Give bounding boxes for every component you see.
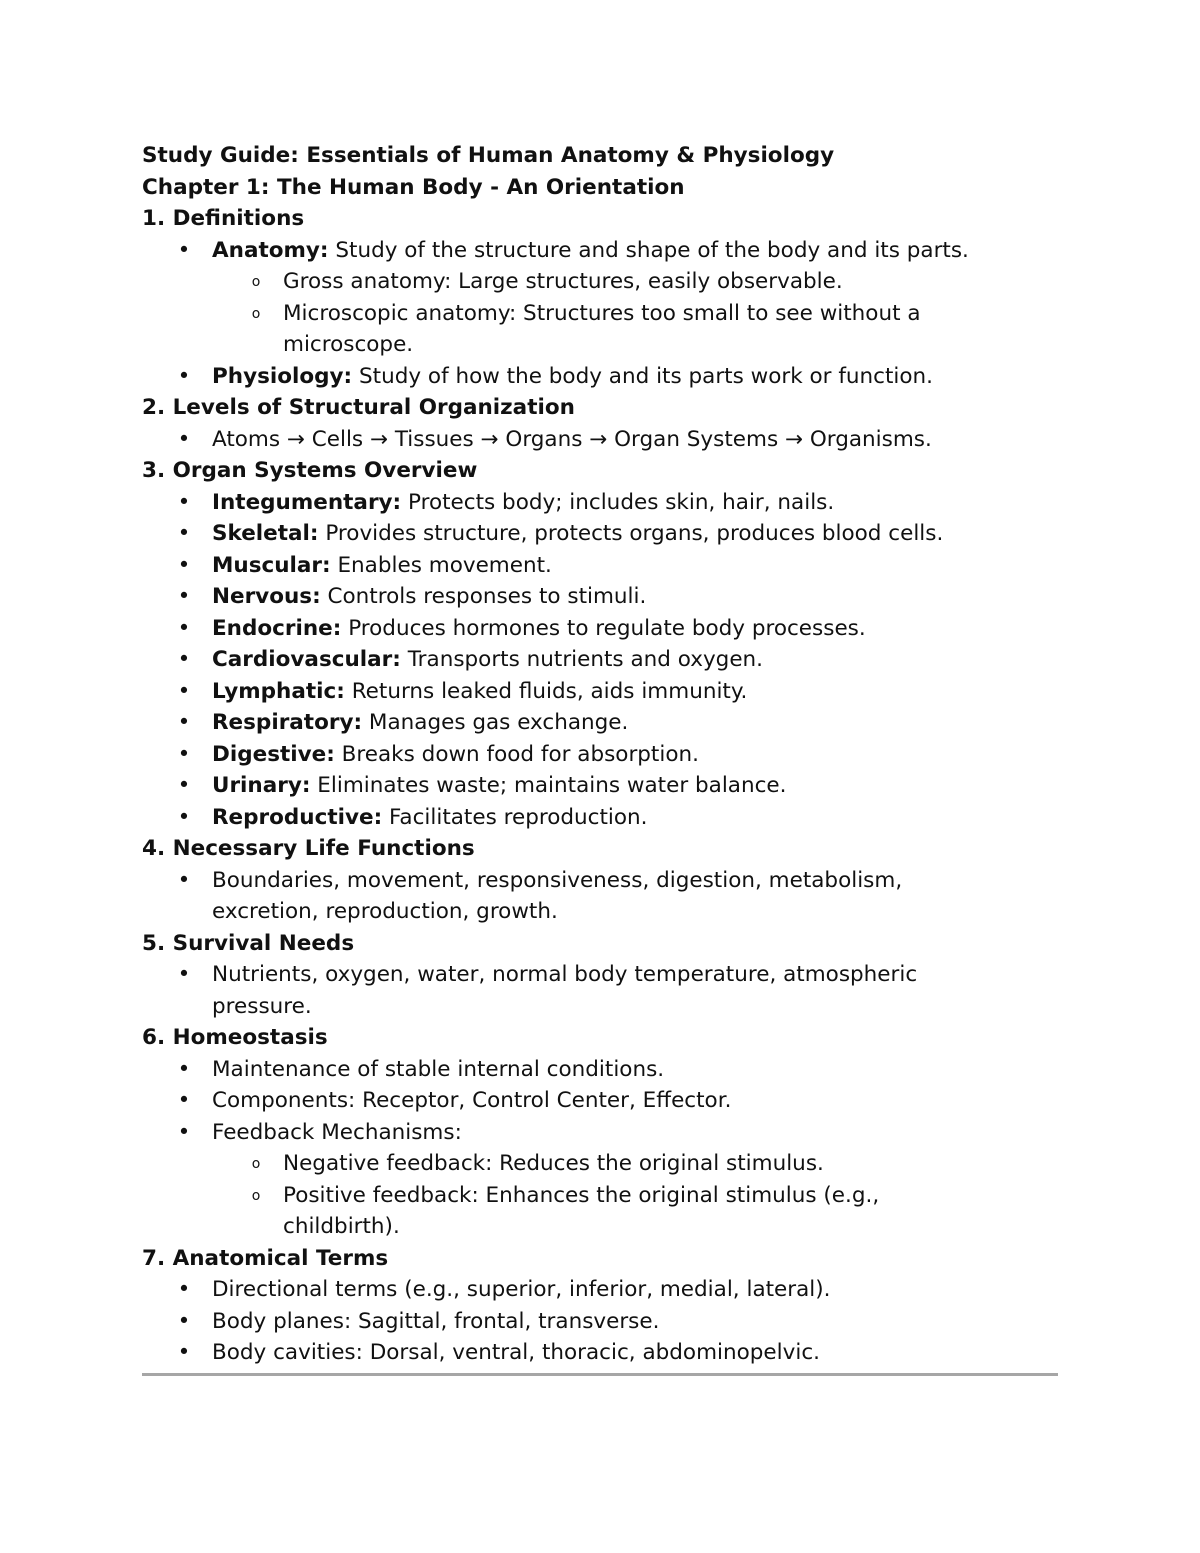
sub-item-text: microscope. [283,332,414,357]
term-description: Enables movement. [330,552,552,578]
bullet-icon: • [177,237,191,263]
term-label: Physiology: [212,363,353,389]
section-heading-anatomical-terms: 7. Anatomical Terms [142,1245,389,1271]
list-item-organ-system [142,487,1060,519]
bullet-icon: • [177,1277,191,1302]
item-text: Feedback Mechanisms: [212,1119,462,1145]
term-description: Breaks down food for absorption. [334,741,699,767]
term-label: Respiratory: [212,710,363,735]
term-label: Integumentary: [212,489,402,515]
term-label: Anatomy: [212,237,329,263]
list-item [142,1274,1060,1306]
bullet-icon: • [177,741,191,767]
list-item-organ-system [142,739,1060,771]
term-label: Nervous: [212,584,321,609]
list-item-organ-system [142,707,1060,739]
sub-item-text: Gross anatomy: Large structures, easily observable. [283,269,843,294]
term-description: Manages gas exchange. [362,710,629,735]
sub-item-text: childbirth). [283,1214,400,1239]
term-label: Lymphatic: [212,678,345,704]
list-item [142,1337,1060,1369]
list-item-organ-system [142,644,1060,676]
bullet-icon: • [177,962,191,987]
sub-bullet-icon: o [251,1156,261,1172]
section-heading-homeostasis: 6. Homeostasis [142,1025,328,1050]
sub-list-item-continuation [142,1211,1060,1243]
list-item-organ-system [142,770,1060,802]
term-description: Transports nutrients and oxygen. [400,647,764,672]
sub-list-item [142,298,1060,330]
section-heading-levels: 2. Levels of Structural Organization [142,395,575,420]
list-item-organ-system [142,802,1060,834]
section-heading-definitions: 1. Definitions [142,206,305,231]
bullet-icon: • [177,615,191,641]
term-description: Study of how the body and its parts work or function. [352,363,933,389]
list-item-continuation [142,991,1060,1023]
item-text: excretion, reproduction, growth. [212,899,558,924]
bullet-icon: • [177,1088,191,1113]
bullet-icon: • [177,552,191,578]
bullet-icon: • [177,584,191,609]
list-item-anatomy [142,235,1060,267]
sub-bullet-icon: o [251,1187,261,1204]
list-item [142,865,1060,897]
item-text: Components: Receptor, Control Center, Effector. [212,1088,732,1113]
term-description: Returns leaked fluids, aids immunity. [344,678,748,704]
section-heading-organ-systems: 3. Organ Systems Overview [142,458,478,483]
list-item [142,1117,1060,1149]
list-item [142,1306,1060,1338]
item-text: pressure. [212,993,312,1019]
sub-item-text: Positive feedback: Enhances the original stimulus (e.g., [283,1182,880,1208]
bullet-icon: • [177,867,191,893]
list-item [142,1054,1060,1086]
bullet-icon: • [177,1119,191,1145]
sub-item-text: Microscopic anatomy: Structures too small to see without a [283,300,921,326]
item-text: Maintenance of stable internal conditions. [212,1056,665,1082]
document-title: Study Guide: Essentials of Human Anatomy & Physiology [142,143,835,168]
term-description: Facilitates reproduction. [382,804,648,830]
bullet-icon: • [177,426,191,452]
sub-list-item [142,1148,1060,1180]
section-heading-survival-needs: 5. Survival Needs [142,930,355,956]
bullet-icon: • [177,521,191,546]
item-text: Directional terms (e.g., superior, inferior, medial, lateral). [212,1277,831,1302]
list-item [142,424,1060,456]
list-item-organ-system [142,518,1060,550]
item-text: Body cavities: Dorsal, ventral, thoracic, abdominopelvic. [212,1340,820,1365]
chapter-title: Chapter 1: The Human Body - An Orientation [142,174,685,200]
list-item-organ-system [142,581,1060,613]
bullet-icon: • [177,1308,191,1334]
horizontal-divider [142,1373,1058,1376]
term-label: Skeletal: [212,521,319,546]
list-item-physiology [142,361,1060,393]
bullet-icon: • [177,710,191,735]
sub-bullet-icon: o [251,274,261,290]
item-text: Boundaries, movement, responsiveness, digestion, metabolism, [212,867,903,893]
bullet-icon: • [177,647,191,672]
list-item-organ-system [142,613,1060,645]
sub-bullet-icon: o [251,305,261,322]
list-item-organ-system [142,550,1060,582]
term-description: Eliminates waste; maintains water balance. [310,773,787,798]
item-text: Body planes: Sagittal, frontal, transverse. [212,1308,660,1334]
sub-list-item [142,266,1060,298]
term-label: Cardiovascular: [212,647,401,672]
sub-list-item [142,1180,1060,1212]
list-item-continuation [142,896,1060,928]
term-label: Reproductive: [212,804,383,830]
term-label: Muscular: [212,552,331,578]
bullet-icon: • [177,1056,191,1082]
term-description: Controls responses to stimuli. [320,584,647,609]
section-heading-life-functions: 4. Necessary Life Functions [142,836,475,861]
list-item [142,959,1060,991]
term-label: Urinary: [212,773,311,798]
list-item [142,1085,1060,1117]
bullet-icon: • [177,773,191,798]
term-description: Produces hormones to regulate body processes. [341,615,866,641]
sub-item-text: Negative feedback: Reduces the original stimulus. [283,1151,824,1176]
sub-list-item-continuation [142,329,1060,361]
bullet-icon: • [177,489,191,515]
item-text: Atoms → Cells → Tissues → Organs → Organ Systems → Organisms. [212,426,932,452]
bullet-icon: • [177,363,191,389]
term-description: Provides structure, protects organs, produces blood cells. [318,521,944,546]
bullet-icon: • [177,1340,191,1365]
document-body [142,140,1060,1369]
item-text: Nutrients, oxygen, water, normal body temperature, atmospheric [212,962,918,987]
term-description: Study of the structure and shape of the body and its parts. [328,237,969,263]
bullet-icon: • [177,804,191,830]
term-label: Endocrine: [212,615,342,641]
bullet-icon: • [177,678,191,704]
term-label: Digestive: [212,741,335,767]
list-item-organ-system [142,676,1060,708]
term-description: Protects body; includes skin, hair, nails. [401,489,835,515]
